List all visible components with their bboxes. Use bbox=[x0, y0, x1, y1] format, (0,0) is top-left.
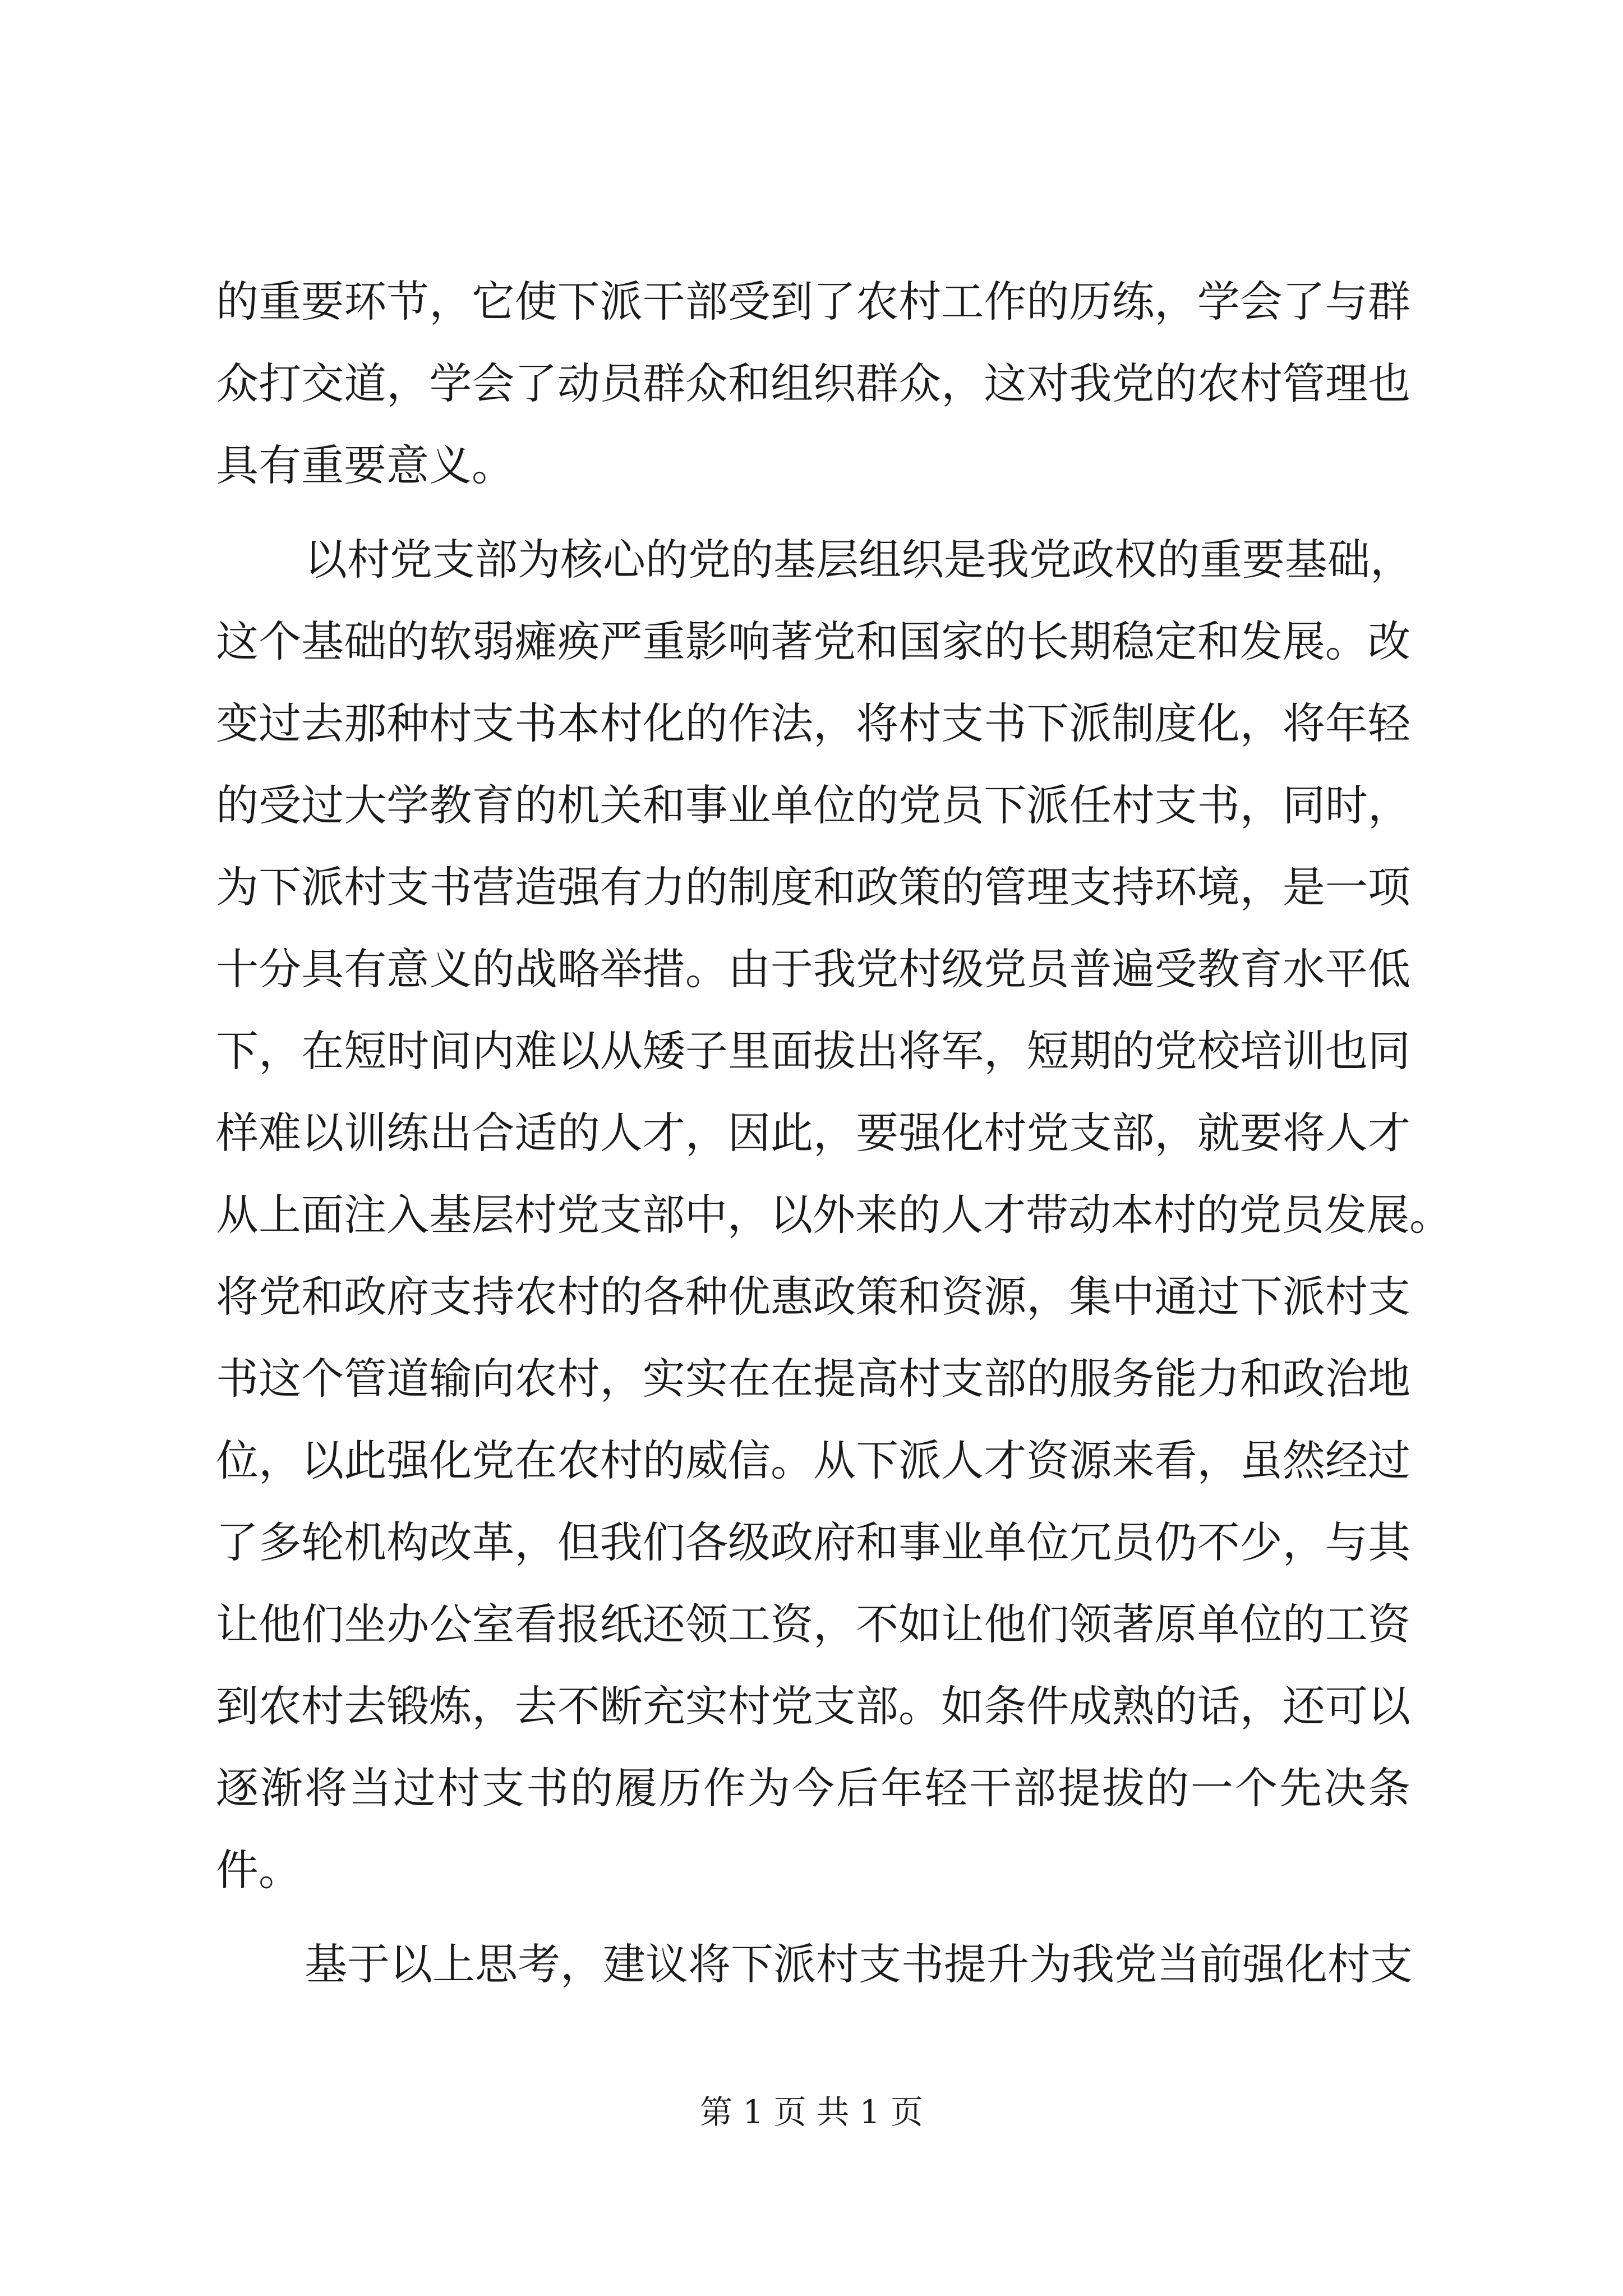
paragraph bbox=[216, 1924, 1413, 2005]
paragraph-gap bbox=[216, 507, 1410, 519]
text-line: 众打交道，学会了动员群众和组织群众，这对我党的农村管理也 bbox=[216, 358, 1410, 408]
text-line: 具有重要意义。 bbox=[216, 440, 514, 490]
text-line: 件。 bbox=[216, 1845, 301, 1895]
text-line: 到农村去锻炼，去不断充实村党支部。如条件成熟的话，还可以 bbox=[216, 1681, 1410, 1731]
text-line: 十分具有意义的战略举措。由于我党村级党员普遍受教育水平低 bbox=[216, 944, 1410, 994]
text-line: 从上面注入基层村党支部中，以外来的人才带动本村的党员发展。 bbox=[216, 1190, 1452, 1240]
page-number-label: 第 1 页 共 1 页 bbox=[700, 2093, 923, 2131]
paragraph-gap bbox=[216, 1911, 1410, 1924]
text-line: 这个基础的软弱瘫痪严重影响著党和国家的长期稳定和发展。改 bbox=[216, 616, 1410, 666]
text-line: 书这个管道输向农村，实实在在提高村支部的服务能力和政治地 bbox=[216, 1354, 1410, 1404]
text-line: 让他们坐办公室看报纸还领工资，不如让他们领著原单位的工资 bbox=[216, 1599, 1410, 1649]
text-line: 为下派村支书营造强有力的制度和政策的管理支持环境，是一项 bbox=[216, 862, 1410, 912]
text-line: 变过去那种村支书本村化的作法，将村支书下派制度化，将年轻 bbox=[216, 698, 1410, 748]
text-line: 位，以此强化党在农村的威信。从下派人才资源来看，虽然经过 bbox=[216, 1435, 1410, 1485]
paragraph bbox=[216, 519, 1452, 1911]
document-body bbox=[216, 261, 1452, 2005]
text-line: 的重要环节，它使下派干部受到了农村工作的历练，学会了与群 bbox=[216, 277, 1410, 326]
text-line: 下，在短时间内难以从矮子里面拔出将军，短期的党校培训也同 bbox=[216, 1026, 1410, 1076]
text-line: 的受过大学教育的机关和事业单位的党员下派任村支书，同时， bbox=[216, 780, 1410, 830]
text-line: 逐渐将当过村支书的履历作为今后年轻干部提拔的一个先决条 bbox=[216, 1763, 1410, 1813]
page-footer bbox=[0, 2090, 1623, 2134]
text-line: 以村党支部为核心的党的基层组织是我党政权的重要基础， bbox=[305, 535, 1413, 585]
paragraph bbox=[216, 261, 1410, 507]
text-line: 将党和政府支持农村的各种优惠政策和资源，集中通过下派村支 bbox=[216, 1272, 1410, 1322]
text-line: 样难以训练出合适的人才，因此，要强化村党支部，就要将人才 bbox=[216, 1108, 1410, 1158]
text-line: 基于以上思考，建议将下派村支书提升为我党当前强化村支 bbox=[305, 1939, 1413, 1989]
text-line: 了多轮机构改革，但我们各级政府和事业单位冗员仍不少，与其 bbox=[216, 1517, 1410, 1567]
